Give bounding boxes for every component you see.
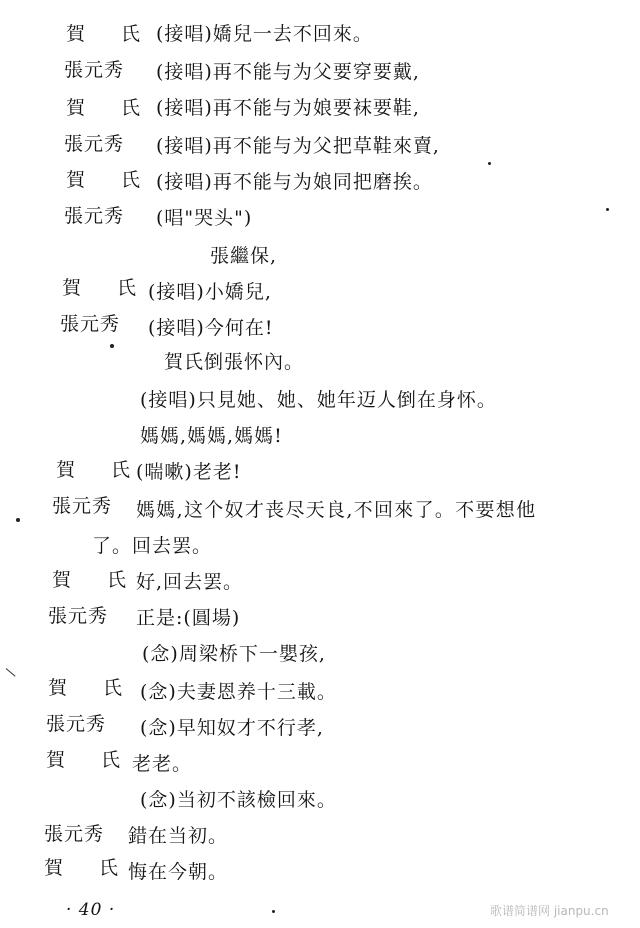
script-line: (接唱)嬌兒一去不回來。 <box>156 23 373 45</box>
script-line: (唱"哭头") <box>156 207 253 229</box>
scan-speck <box>488 162 491 165</box>
script-line: (接唱)小嬌兒, <box>148 281 272 303</box>
speaker-he: 賀 氏 <box>66 97 156 119</box>
script-line: 老老。 <box>132 753 193 775</box>
page-number: · 40 · <box>66 900 116 920</box>
script-line: (接唱)再不能与为父把草鞋來賣, <box>156 135 440 157</box>
speaker-he: 賀 氏 <box>62 277 152 299</box>
speaker-zhang: 張元秀 <box>60 313 121 335</box>
script-line: (念)周梁桥下一嬰孩, <box>142 643 326 665</box>
script-line: (念)夫妻恩养十三載。 <box>140 681 337 703</box>
stage-direction: 賀氏倒張怀內。 <box>164 351 305 373</box>
script-line: (喘嗽)老老! <box>136 461 242 483</box>
script-line: (接唱)再不能与为父要穿要戴, <box>156 61 420 83</box>
speaker-zhang: 張元秀 <box>46 713 107 735</box>
script-line: (接唱)再不能与为娘同把磨挨。 <box>156 171 433 193</box>
script-line: 好,回去罢。 <box>136 571 244 593</box>
speaker-zhang: 張元秀 <box>64 133 125 155</box>
script-line: (念)早知奴才不行孝, <box>140 717 324 739</box>
script-line: (接唱)只見她、她、她年迈人倒在身怀。 <box>140 389 497 411</box>
speaker-he: 賀 氏 <box>48 677 138 699</box>
script-line: 媽媽,媽媽,媽媽! <box>140 425 283 447</box>
speaker-he: 賀 氏 <box>66 23 156 45</box>
speaker-zhang: 張元秀 <box>64 59 125 81</box>
script-line: (接唱)今何在! <box>148 317 274 339</box>
scan-stroke <box>6 668 16 676</box>
script-line: 張繼保, <box>210 245 278 267</box>
speaker-he: 賀 氏 <box>66 169 156 191</box>
speaker-zhang: 張元秀 <box>52 495 113 517</box>
script-line: 悔在今朝。 <box>128 861 229 883</box>
script-line: (念)当初不該檢回來。 <box>140 789 337 811</box>
script-line: 了。回去罢。 <box>92 535 213 557</box>
scan-speck <box>16 518 20 522</box>
scan-speck <box>606 208 609 211</box>
script-line: 錯在当初。 <box>128 825 229 847</box>
speaker-he: 賀 氏 <box>46 749 136 771</box>
speaker-he: 賀 氏 <box>56 459 146 481</box>
scan-speck <box>272 910 275 913</box>
script-line: 媽媽,这个奴才丧尽天良,不回來了。不要想他 <box>136 499 537 521</box>
speaker-he: 賀 氏 <box>44 857 134 879</box>
script-line: 正是:(圓場) <box>136 607 241 629</box>
script-line: (接唱)再不能与为娘要袜要鞋, <box>156 97 420 119</box>
speaker-zhang: 張元秀 <box>48 605 109 627</box>
watermark: 歌谱简谱网 jianpu.cn <box>490 904 609 918</box>
speaker-he: 賀 氏 <box>52 569 142 591</box>
scan-speck <box>110 344 114 348</box>
speaker-zhang: 張元秀 <box>44 823 105 845</box>
speaker-zhang: 張元秀 <box>64 205 125 227</box>
